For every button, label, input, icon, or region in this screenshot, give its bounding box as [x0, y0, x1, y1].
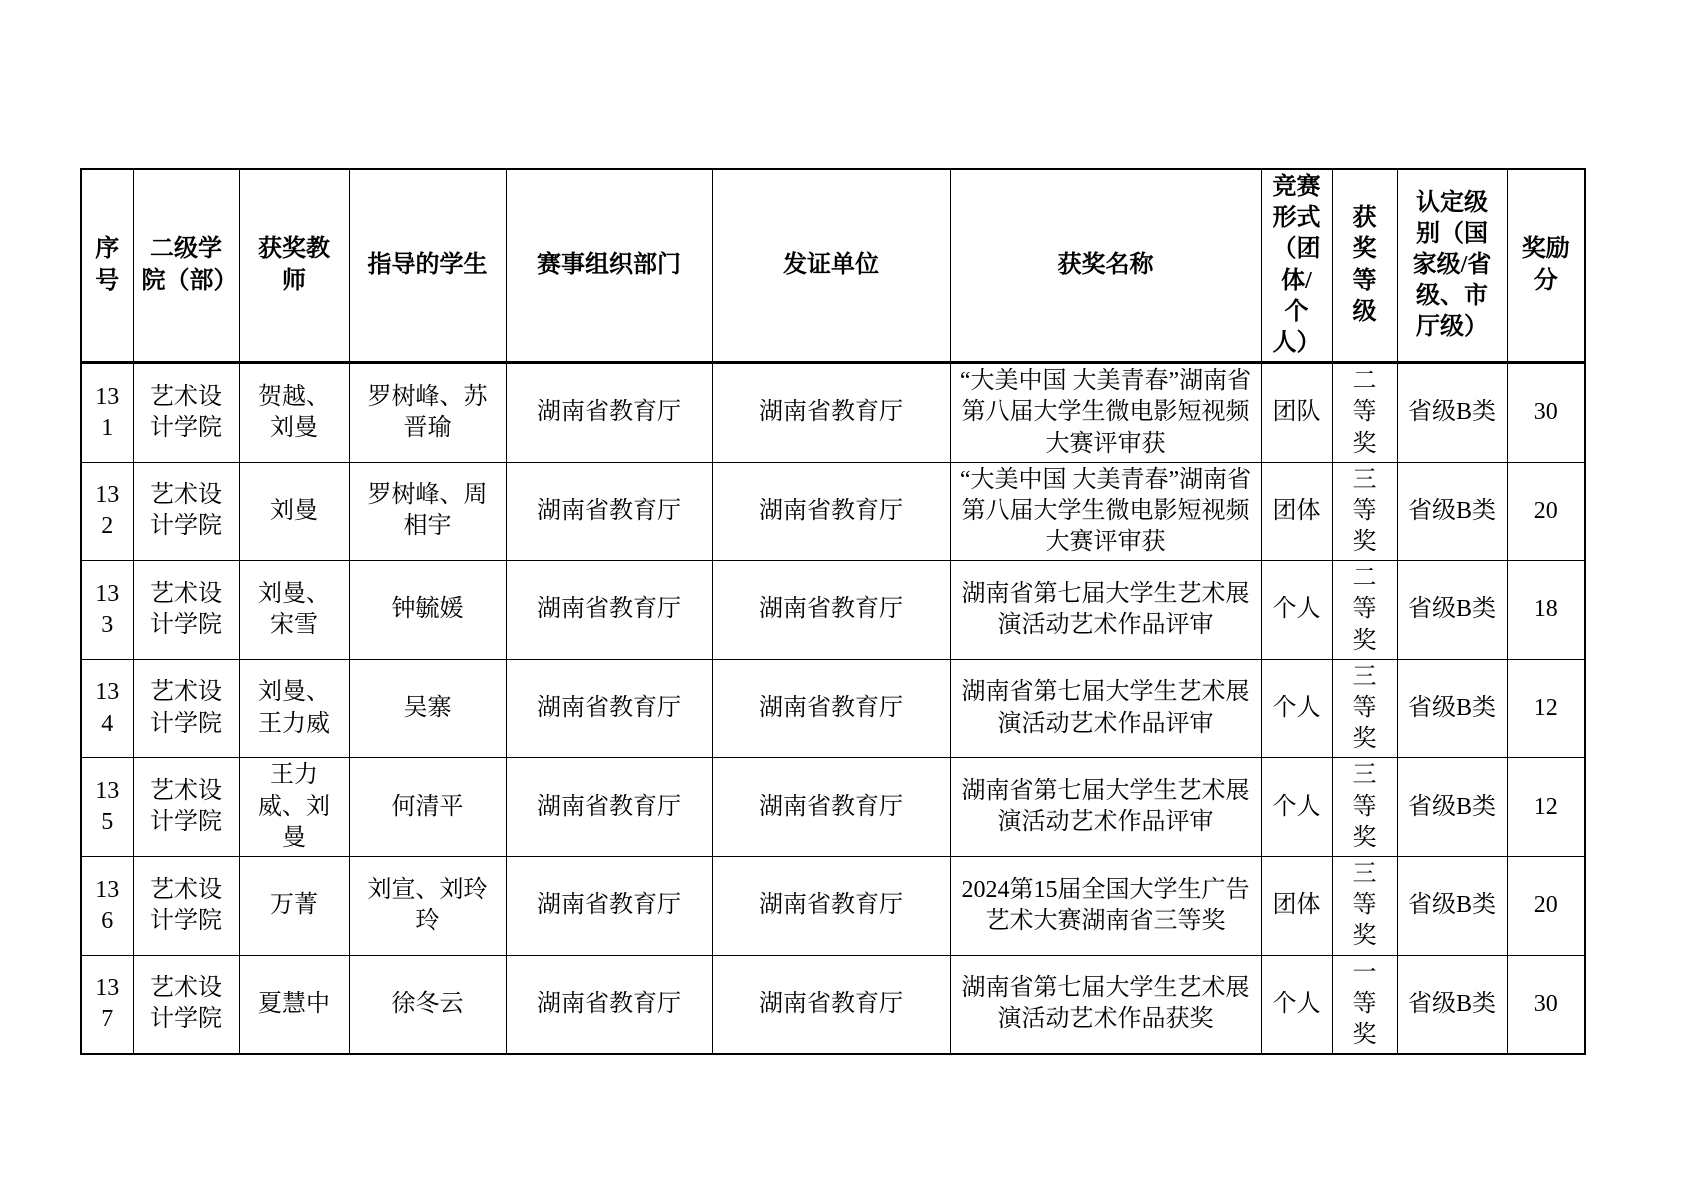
- cell-organizer: 湖南省教育厅: [506, 659, 712, 758]
- cell-award: “大美中国 大美青春”湖南省第八届大学生微电影短视频大赛评审获: [950, 363, 1261, 463]
- header-row: [81, 169, 1585, 363]
- cell-points: 20: [1507, 462, 1585, 561]
- table-row: [81, 856, 1585, 955]
- header-college: 二级学院（部）: [133, 169, 239, 363]
- cell-issuer: 湖南省教育厅: [712, 561, 950, 660]
- header-students: 指导的学生: [349, 169, 506, 363]
- cell-grade: [1332, 462, 1397, 561]
- cell-teachers: 刘曼: [239, 462, 349, 561]
- cell-grade: [1332, 561, 1397, 660]
- cell-students: 罗树峰、周相宇: [349, 462, 506, 561]
- cell-students: 吴寨: [349, 659, 506, 758]
- cell-organizer: 湖南省教育厅: [506, 561, 712, 660]
- cell-points: 30: [1507, 955, 1585, 1054]
- table-row: [81, 758, 1585, 857]
- cell-form: 个人: [1261, 659, 1332, 758]
- cell-level: 省级B类: [1397, 955, 1507, 1054]
- cell-teachers: 贺越、刘曼: [239, 363, 349, 463]
- cell-no: 132: [81, 462, 133, 561]
- cell-organizer: 湖南省教育厅: [506, 462, 712, 561]
- cell-college: 艺术设计学院: [133, 758, 239, 857]
- cell-level: 省级B类: [1397, 758, 1507, 857]
- cell-no: 137: [81, 955, 133, 1054]
- cell-award: “大美中国 大美青春”湖南省第八届大学生微电影短视频大赛评审获: [950, 462, 1261, 561]
- cell-organizer: 湖南省教育厅: [506, 955, 712, 1054]
- cell-grade: [1332, 758, 1397, 857]
- cell-students: 钟毓媛: [349, 561, 506, 660]
- cell-college: 艺术设计学院: [133, 955, 239, 1054]
- header-organizer: 赛事组织部门: [506, 169, 712, 363]
- cell-students: 徐冬云: [349, 955, 506, 1054]
- table-row: [81, 561, 1585, 660]
- cell-form: 团体: [1261, 856, 1332, 955]
- cell-grade: [1332, 856, 1397, 955]
- cell-form: 个人: [1261, 561, 1332, 660]
- header-competition-form: 竞赛形式（团体/个人）: [1261, 169, 1332, 363]
- cell-no: 136: [81, 856, 133, 955]
- cell-issuer: 湖南省教育厅: [712, 955, 950, 1054]
- cell-grade: [1332, 363, 1397, 463]
- cell-grade-label: 一等奖: [1352, 959, 1377, 1048]
- table-row: [81, 462, 1585, 561]
- cell-points: 30: [1507, 363, 1585, 463]
- table-header: [81, 169, 1585, 363]
- header-award-grade: [1332, 169, 1397, 363]
- cell-level: 省级B类: [1397, 561, 1507, 660]
- cell-form: 团队: [1261, 363, 1332, 463]
- cell-points: 20: [1507, 856, 1585, 955]
- cell-grade-label: 三等奖: [1352, 860, 1377, 950]
- cell-college: 艺术设计学院: [133, 462, 239, 561]
- cell-no: 134: [81, 659, 133, 758]
- cell-grade-label: 三等奖: [1352, 466, 1377, 556]
- cell-college: 艺术设计学院: [133, 659, 239, 758]
- cell-grade: [1332, 955, 1397, 1054]
- table-row: [81, 659, 1585, 758]
- cell-grade-label: 二等奖: [1352, 565, 1377, 654]
- table-row: [81, 955, 1585, 1054]
- cell-teachers: 刘曼、王力威: [239, 659, 349, 758]
- header-points: 奖励分: [1507, 169, 1585, 363]
- cell-organizer: 湖南省教育厅: [506, 363, 712, 463]
- cell-teachers: 万菁: [239, 856, 349, 955]
- cell-no: 133: [81, 561, 133, 660]
- cell-form: 个人: [1261, 758, 1332, 857]
- cell-organizer: 湖南省教育厅: [506, 758, 712, 857]
- cell-college: 艺术设计学院: [133, 363, 239, 463]
- cell-students: 何清平: [349, 758, 506, 857]
- cell-award: 湖南省第七届大学生艺术展演活动艺术作品评审: [950, 561, 1261, 660]
- header-award-grade-label: 获奖等级: [1352, 205, 1377, 325]
- cell-no: 131: [81, 363, 133, 463]
- header-recognition-level: 认定级别（国家级/省级、市厅级）: [1397, 169, 1507, 363]
- cell-organizer: 湖南省教育厅: [506, 856, 712, 955]
- cell-points: 12: [1507, 758, 1585, 857]
- cell-award: 湖南省第七届大学生艺术展演活动艺术作品评审: [950, 659, 1261, 758]
- table-body: [81, 363, 1585, 1054]
- awards-table: [80, 168, 1586, 1055]
- cell-issuer: 湖南省教育厅: [712, 363, 950, 463]
- cell-grade: [1332, 659, 1397, 758]
- cell-issuer: 湖南省教育厅: [712, 659, 950, 758]
- cell-award: 2024第15届全国大学生广告艺术大赛湖南省三等奖: [950, 856, 1261, 955]
- cell-college: 艺术设计学院: [133, 561, 239, 660]
- cell-grade-label: 二等奖: [1352, 368, 1377, 457]
- cell-level: 省级B类: [1397, 856, 1507, 955]
- table-row: [81, 363, 1585, 463]
- header-teachers: 获奖教师: [239, 169, 349, 363]
- cell-level: 省级B类: [1397, 462, 1507, 561]
- cell-issuer: 湖南省教育厅: [712, 856, 950, 955]
- cell-no: 135: [81, 758, 133, 857]
- cell-award: 湖南省第七届大学生艺术展演活动艺术作品获奖: [950, 955, 1261, 1054]
- cell-issuer: 湖南省教育厅: [712, 462, 950, 561]
- cell-award: 湖南省第七届大学生艺术展演活动艺术作品评审: [950, 758, 1261, 857]
- cell-form: 个人: [1261, 955, 1332, 1054]
- cell-college: 艺术设计学院: [133, 856, 239, 955]
- cell-students: 罗树峰、苏晋瑜: [349, 363, 506, 463]
- cell-level: 省级B类: [1397, 659, 1507, 758]
- header-no: 序号: [81, 169, 133, 363]
- cell-teachers: 刘曼、宋雪: [239, 561, 349, 660]
- cell-grade-label: 三等奖: [1352, 762, 1377, 851]
- cell-grade-label: 三等奖: [1352, 663, 1377, 753]
- header-award-name: 获奖名称: [950, 169, 1261, 363]
- cell-issuer: 湖南省教育厅: [712, 758, 950, 857]
- cell-teachers: 王力威、刘曼: [239, 758, 349, 857]
- cell-level: 省级B类: [1397, 363, 1507, 463]
- cell-students: 刘宣、刘玲玲: [349, 856, 506, 955]
- cell-points: 12: [1507, 659, 1585, 758]
- cell-form: 团体: [1261, 462, 1332, 561]
- cell-teachers: 夏慧中: [239, 955, 349, 1054]
- header-issuer: 发证单位: [712, 169, 950, 363]
- cell-points: 18: [1507, 561, 1585, 660]
